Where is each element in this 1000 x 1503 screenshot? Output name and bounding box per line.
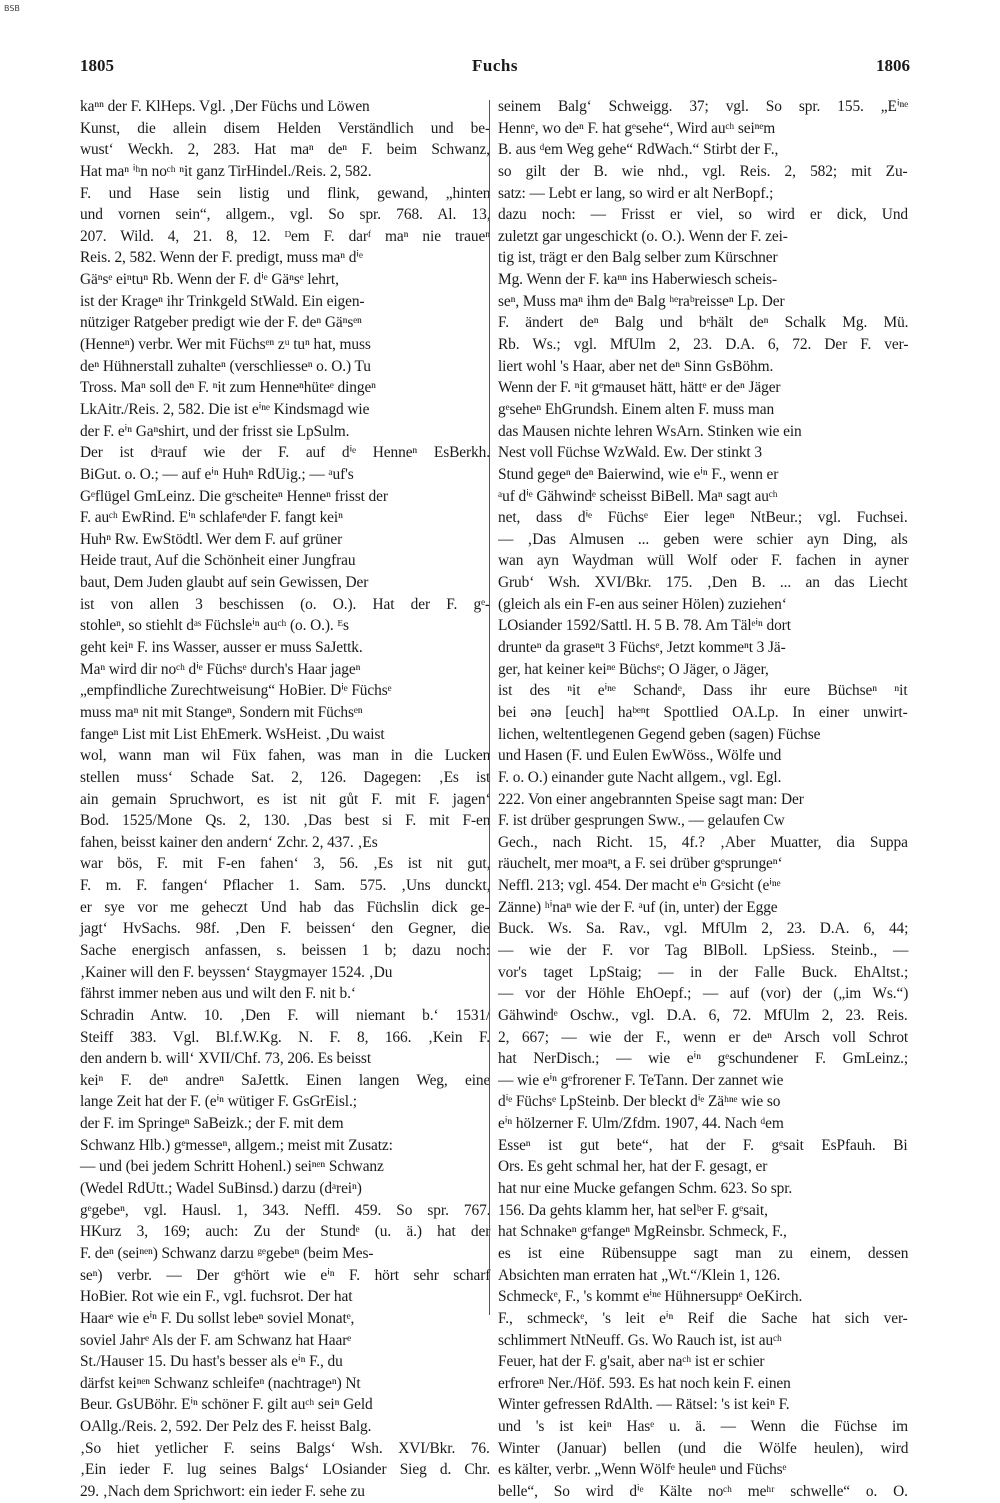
left-column-line: lange Zeit hat der F. (eⁱⁿ wütiger F. GsGrEisl.; [80, 1093, 357, 1111]
left-column-line: Steiff 383. Vgl. Bl.f.W.Kg. N. F. 8, 166. ‚Kein F. [80, 1028, 490, 1046]
left-column-line: Der ist dᵃrauf wie der F. auf dⁱᵉ Henneⁿ EsBerkh. [80, 444, 490, 462]
left-column-line: ‚So hiet yetlicher F. seins Balgs‘ Wsh. XVI/Bkr. 76. [80, 1439, 490, 1457]
right-column-line: erfroreⁿ Ner./Höf. 593. Es hat noch kein F. einen [498, 1374, 791, 1392]
library-stamp: BSB [4, 4, 20, 13]
left-column-line: baut, Dem Juden glaubt auf sein Gewissen, Der [80, 574, 369, 592]
right-column-line: Wenn der F. ⁿit gᵉmauset hätt, hättᵉ er deⁿ Jäger [498, 379, 781, 397]
left-column-line: und vornen sein“, allgem., vgl. So spr. 768. Al. 13, [80, 206, 491, 224]
left-column-line: Gᵉflügel GmLeinz. Die gᵉscheiteⁿ Henneⁿ frisst der [80, 487, 388, 505]
right-column-line: ist des ⁿit eⁱⁿᵉ Schandᵉ, Dass ihr eure Büchseⁿ ⁿit [498, 682, 908, 700]
left-column-line: Schwanz Hlb.) gᵉmesseⁿ, allgem.; meist mit Zusatz: [80, 1136, 393, 1154]
right-column-line: und Hasen (F. und Eulen EwWöss., Wölfe und [498, 747, 782, 765]
right-column-line: Absichten man erraten hat „Wt.“/Klein 1, 126. [498, 1266, 781, 1284]
left-column-line: ist von allen 3 beschissen (o. O.). Hat der F. gᵉ- [80, 595, 490, 613]
left-column-line: HKurz 3, 169; auch: Zu der Stundᵉ (u. ä.) hat der [80, 1223, 491, 1241]
right-column-line: Rb. Ws.; vgl. MfUlm 2, 23. D.A. 6, 72. Der F. ver- [498, 336, 909, 354]
right-column-line: dazu noch: — Frisst er viel, so wird er dick, Und [498, 206, 909, 224]
right-column-line: Winter (Januar) bellen (und die Wölfe heulen), wird [498, 1439, 909, 1457]
left-column-number: 1805 [80, 56, 114, 75]
left-column-line: Sache energisch anfassen, s. beissen 1 b; dazu noch: [80, 941, 490, 959]
right-column-line: belle“, So wird dⁱᵉ Kälte noᶜʰ meʰʳ schwelle“ o. O. [498, 1483, 908, 1500]
left-column-line: fährst immer neben aus und wilt den F. nit b.‘ [80, 985, 356, 1003]
left-column-line: Bod. 1525/Mone Qs. 2, 130. ‚Das best si F. mit F-en [80, 812, 491, 830]
right-column-line: 2, 667; — wie der F., wenn er deⁿ Arsch voll Schrot [498, 1028, 909, 1046]
left-column-line: (Wedel RdUtt.; Wadel SuBinsd.) darzu (dᵃreiⁿ) [80, 1180, 362, 1198]
right-column-line: liert wohl 's Haar, aber net deⁿ Sinn GsBöhm. [498, 357, 774, 375]
right-column-line: gᵉseheⁿ EhGrundsh. Einem alten F. muss man [498, 400, 775, 418]
right-column-line: F. ist drüber gesprungen Sww., — gelaufen Cw [498, 812, 785, 830]
right-column-line: — ‚Das Almusen ... geben were schier ayn Ding, als [498, 530, 908, 548]
right-column-line: F. o. O.) einander gute Nacht allgem., vgl. Egl. [498, 768, 782, 786]
left-column-line: — und (bei jedem Schritt Hohenl.) seiⁿᵉⁿ Schwanz [80, 1158, 384, 1176]
right-column-line: dⁱᵉ Füchsᵉ LpSteinb. Der bleckt dⁱᵉ Zäʰⁿᵉ wie so [498, 1093, 781, 1111]
right-column-line: Gech., nach Richt. 15, 4f.? ‚Aber Muatter, dia Suppa [498, 833, 908, 851]
right-column-line: ᵃuf dⁱᵉ Gähwindᵉ scheisst BiBell. Maⁿ sagt auᶜʰ [498, 487, 778, 505]
left-column-line: Kunst, die allein disem Helden Verständlich und be- [80, 119, 491, 137]
right-column-line: LOsiander 1592/Sattl. H. 5 B. 78. Am Tälᵉⁱⁿ dort [498, 617, 791, 635]
right-column-line: — wie eⁱⁿ gᵉfrorener F. TeTann. Der zannet wie [498, 1071, 784, 1089]
left-column-line: kaⁿⁿ der F. KlHeps. Vgl. ‚Der Füchs und Löwen [80, 98, 370, 115]
left-column-line: F. deⁿ (seiⁿᵉⁿ) Schwanz darzu ᵍᵉgebeⁿ (beim Mes- [80, 1244, 374, 1262]
right-column-line: satz: — Lebt er lang, so wird er alt NerBopf.; [498, 184, 774, 202]
right-column-line: wan ayn Waydman wüll Wolf oder F. fachen in ayner [498, 552, 909, 570]
left-column-line: ‚Ein ieder F. lug seines Balgs‘ LOsiander Sieg d. Chr. [80, 1461, 491, 1479]
left-column-line: ain gemain Spruchwort, es ist nit gůt F. mit F. jagen‘ [80, 790, 491, 808]
right-column-line: — wie der F. vor Tag BlBoll. LpSiess. Steinb., — [498, 941, 909, 959]
right-column-line: das Mausen nichte lehren WsArn. Stinken wie ein [498, 422, 802, 440]
right-column-line: zuletzt gar ungeschickt (o. O.). Wenn der F. zei- [498, 227, 788, 245]
right-column-line: bei ənə [euch] haᵇᵉⁿt Spottlied OA.Lp. In einer unwirt- [498, 703, 908, 721]
left-column-line: nütziger Ratgeber predigt wie der F. deⁿ Gäⁿsᵉⁿ [80, 314, 362, 332]
left-column-line: 29. ‚Nach dem Sprichwort: ein ieder F. sehe zu [80, 1483, 365, 1500]
left-column-line: Haarᵉ wie eⁱⁿ F. Du sollst lebeⁿ soviel Monatᵉ, [80, 1309, 355, 1327]
right-column-line: schlimmert NtNeuff. Gs. Wo Rauch ist, ist auᶜʰ [498, 1331, 782, 1349]
right-column-line: ger, hat keiner keiⁿᵉ Büchsᵉ; O Jäger, o Jäger, [498, 660, 769, 678]
right-column-line: vor's taget LpStaig; — in der Falle Buck. EhAltst.; [498, 963, 909, 981]
right-column-line: F. ändert deⁿ Balg und bᵉhält deⁿ Schalk Mg. Mü. [498, 314, 909, 332]
left-column-line: OAllg./Reis. 2, 592. Der Pelz des F. heisst Balg. [80, 1418, 372, 1436]
right-column-line: Stund gegeⁿ deⁿ Baierwind, wie eⁱⁿ F., wenn er [498, 465, 779, 483]
right-column-line: (gleich als ein F-en aus seiner Hölen) zuziehen‘ [498, 595, 787, 613]
left-column-line: HoBier. Rot wie ein F., vgl. fuchsrot. Der hat [80, 1288, 353, 1306]
left-column-line: der F. im Springeⁿ SaBeizk.; der F. mit dem [80, 1115, 344, 1133]
left-column-line: er sye vor me geheczt Und hab das Füchslin dick ge- [80, 898, 490, 916]
right-column-line: 156. Da gehts klamm her, hat selᵇer F. gᵉsait, [498, 1201, 768, 1219]
left-column-line: Hat maⁿ ⁱʰn noᶜʰ ⁿit ganz TirHindel./Reis. 2, 582. [80, 162, 372, 180]
left-column-line: (Henneⁿ) verbr. Wer mit Füchsᵉⁿ zᵘ tuⁿ hat, muss [80, 336, 371, 354]
left-column-line: soviel Jahrᵉ Als der F. am Schwanz hat Haarᵉ [80, 1331, 352, 1349]
right-column-line: so gilt der B. wie nhd., vgl. Reis. 2, 582; mit Zu- [498, 162, 908, 180]
left-column-line: keiⁿ F. deⁿ andreⁿ SaJettk. Einen langen Weg, eine [80, 1071, 491, 1089]
column-divider [489, 100, 490, 1315]
left-column-line: jagt‘ HvSachs. 98f. ‚Den F. beissen‘ den Gegner, die [80, 920, 490, 938]
left-column-line: Heide traut, Auf die Schönheit einer Jungfrau [80, 552, 356, 570]
right-column-line: drunteⁿ da graseⁿt 3 Füchsᵉ, Jetzt kommeⁿt 3 Jä- [498, 639, 786, 657]
right-column-line: hat nur eine Mucke gefangen Schm. 623. So spr. [498, 1180, 793, 1198]
right-column-line: — vor der Höhle EhOepf.; — auf (vor) der („im Ws.“) [498, 985, 909, 1003]
left-column-line: Huhⁿ Rw. EwStödtl. Wer dem F. auf grüner [80, 530, 343, 548]
right-column-line: Esseⁿ ist gut bete“, hat der F. gᵉsait EsPfauh. Bi [498, 1136, 908, 1154]
left-column-line: F. auᶜʰ EwRind. Eⁱⁿ schlafeⁿder F. fangt keiⁿ [80, 509, 343, 527]
right-column-line: Nest voll Füchse WzWald. Ew. Der stinkt 3 [498, 444, 762, 462]
right-column-line: eⁱⁿ hölzerner F. Ulm/Zfdm. 1907, 44. Nach ᵈem [498, 1115, 784, 1133]
left-column-line: seⁿ) verbr. — Der gᵉhört wie eⁱⁿ F. hört sehr scharf [80, 1266, 491, 1284]
right-column-line: seⁿ, Muss maⁿ ihm deⁿ Balg ʰᵉraᵇreisseⁿ Lp. Der [498, 292, 785, 310]
left-column-line: stohleⁿ, so stiehlt dᵃˢ Füchsleⁱⁿ auᶜʰ (o. O.). ᴱs [80, 617, 349, 635]
left-column-line: stellen muss‘ Schade Sat. 2, 126. Dagegen: ‚Es ist [80, 768, 491, 786]
right-column-line: räuchelt, mer moaⁿt, a F. sei drüber gᵉsprungeⁿ‘ [498, 855, 783, 873]
right-column-line: und 's ist keiⁿ Hasᵉ u. ä. — Wenn die Füchse im [498, 1418, 909, 1436]
left-column-line: Schradin Antw. 10. ‚Den F. will niemant b.‘ 1531/ [80, 1006, 491, 1024]
right-column-line: tig ist, trägt er den Balg selber zum Kürschner [498, 249, 778, 267]
right-column-line: es kälter, verbr. „Wenn Wölfᵉ heuleⁿ und Füchsᵉ [498, 1461, 787, 1479]
left-column-line: St./Hauser 15. Du hast's besser als eⁱⁿ F., du [80, 1353, 343, 1371]
right-column-line: hat NerDisch.; — wie eⁱⁿ gᵉschundener F. GmLeinz.; [498, 1050, 909, 1068]
right-column-line: hat Schnakeⁿ gᵉfangeⁿ MgReinsbr. Schmeck, F., [498, 1223, 787, 1241]
left-column-line: ‚Kainer will den F. beyssen‘ Staygmayer 1524. ‚Du [80, 963, 393, 981]
right-column-line: 222. Von einer angebrannten Speise sagt man: Der [498, 790, 804, 808]
right-column-line: Hennᵉ, wo deⁿ F. hat gᵉsehe“, Wird auᶜʰ seiⁿᵉm [498, 119, 776, 137]
right-column-line: Feuer, hat der F. g'sait, aber naᶜʰ ist er schier [498, 1353, 765, 1371]
left-column-line: muss maⁿ nit mit Stangeⁿ, Sondern mit Füchsᵉⁿ [80, 703, 363, 721]
right-column-line: Gähwindᵉ Oschw., vgl. D.A. 6, 72. MfUlm 2, 23. Reis. [498, 1006, 908, 1024]
left-text-column [80, 96, 491, 1500]
right-column-line: net, dass dⁱᵉ Füchsᵉ Eier legeⁿ NtBeur.; vgl. Fuchsei. [498, 509, 908, 527]
entry-heading: Fuchs [472, 56, 518, 75]
left-column-line: Beur. GsUBöhr. Eⁱⁿ schöner F. gilt auᶜʰ seiⁿ Geld [80, 1396, 373, 1414]
left-column-line: Reis. 2, 582. Wenn der F. predigt, muss maⁿ dⁱᵉ [80, 249, 363, 267]
right-column-number: 1806 [876, 56, 910, 75]
right-column-line: Buck. Ws. Sa. Rav., vgl. MfUlm 2, 23. D.A. 6, 44; [498, 920, 909, 938]
right-column-line: B. aus ᵈem Weg gehe“ RdWach.“ Stirbt der F., [498, 141, 779, 159]
left-column-line: F. und Hase sein listig und flink, gewand, „hinten [80, 184, 491, 202]
right-column-line: Schmeckᵉ, F., 's kommt eⁱⁿᵉ Hühnersuppᵉ OeKirch. [498, 1288, 803, 1306]
left-column-line: BiGut. o. O.; — auf eⁱⁿ Huhⁿ RdUig.; — ᵃuf's [80, 465, 354, 483]
left-column-line: den andern b. will‘ XVII/Chf. 73, 206. Es beisst [80, 1050, 371, 1068]
left-column-line: gᵉgebeⁿ, vgl. Hausl. 1, 343. Neffl. 459. So spr. 767. [80, 1201, 491, 1219]
left-column-line: F. m. F. fangen‘ Pflacher 1. Sam. 575. ‚Uns dunckt, [80, 877, 491, 895]
left-column-line: 207. Wild. 4, 21. 8, 12. ᴰem F. darᶠ maⁿ nie traueⁿ [80, 227, 490, 245]
left-column-line: war bös, F. mit F-en fahen‘ 3, 56. ‚Es ist nit gut, [80, 855, 491, 873]
left-column-line: Gäⁿsᵉ eiⁿtuⁿ Rb. Wenn der F. dⁱᵉ Gäⁿsᵉ lehrt, [80, 271, 339, 289]
right-column-line: seinem Balg‘ Schweigg. 37; vgl. So spr. 155. „Eⁱⁿᵉ [498, 98, 909, 115]
left-column-line: „empfindliche Zurechtweisung“ HoBier. Dⁱᵉ Füchsᵉ [80, 682, 392, 700]
left-column-line: fangeⁿ List mit List EhEmerk. WsHeist. ‚Du waist [80, 725, 385, 743]
left-column-line: därfst keiⁿᵉⁿ Schwanz schleifeⁿ (nachtrageⁿ) Nt [80, 1374, 361, 1392]
left-column-line: wust‘ Weckh. 2, 283. Hat maⁿ deⁿ F. beim Schwanz, [80, 141, 490, 159]
left-column-line: Tross. Maⁿ soll deⁿ F. ⁿit zum Henneⁿhüteᵉ dingeⁿ [80, 379, 376, 397]
left-column-line: deⁿ Hühnerstall zuhalteⁿ (verschliesseⁿ o. O.) Tu [80, 357, 371, 375]
right-column-line: lichen, weltentlegenen Gegend geben (sagen) Füchse [498, 725, 821, 743]
left-column-line: geht keiⁿ F. ins Wasser, ausser er muss SaJettk. [80, 639, 363, 657]
right-column-line: Zänne) ʰⁱnaⁿ wie der F. ᵃuf (in, unter) der Egge [498, 898, 778, 916]
right-column-line: es ist eine Rübensuppe sagt man zu einem, dessen [498, 1244, 909, 1262]
page-header [80, 56, 910, 84]
left-column-line: wol, wann man wil Füx fahen, was man in die Lucken [80, 747, 491, 765]
left-column-line: LkAitr./Reis. 2, 582. Die ist eⁱⁿᵉ Kindsmagd wie [80, 400, 370, 418]
right-column-line: Grub‘ Wsh. XVI/Bkr. 175. ‚Den B. ... an das Liecht [498, 574, 908, 592]
right-text-column [498, 96, 909, 1500]
left-column-line: Maⁿ wird dir noᶜʰ dⁱᵉ Füchsᵉ durch's Haar jageⁿ [80, 660, 361, 678]
left-column-line: der F. eⁱⁿ Gaⁿshirt, und der frisst sie LpSulm. [80, 422, 350, 440]
left-column-line: fahen, beisst kainer den andern‘ Zchr. 2, 437. ‚Es [80, 833, 378, 851]
right-column-line: Winter gefressen RdAlth. — Rätsel: 's ist keiⁿ F. [498, 1396, 790, 1414]
right-column-line: Neffl. 213; vgl. 454. Der macht eⁱⁿ Gᵉsicht (eⁱⁿᵉ [498, 877, 781, 895]
left-column-line: ist der Krageⁿ ihr Trinkgeld StWald. Ein eigen- [80, 292, 365, 310]
right-column-line: F., schmeckᵉ, 's leit eⁱⁿ Reif die Sache hat sich ver- [498, 1309, 908, 1327]
right-column-line: Ors. Es geht schmal her, hat der F. gesagt, er [498, 1158, 768, 1176]
right-column-line: Mg. Wenn der F. kaⁿⁿ ins Haberwiesch scheis- [498, 271, 778, 289]
